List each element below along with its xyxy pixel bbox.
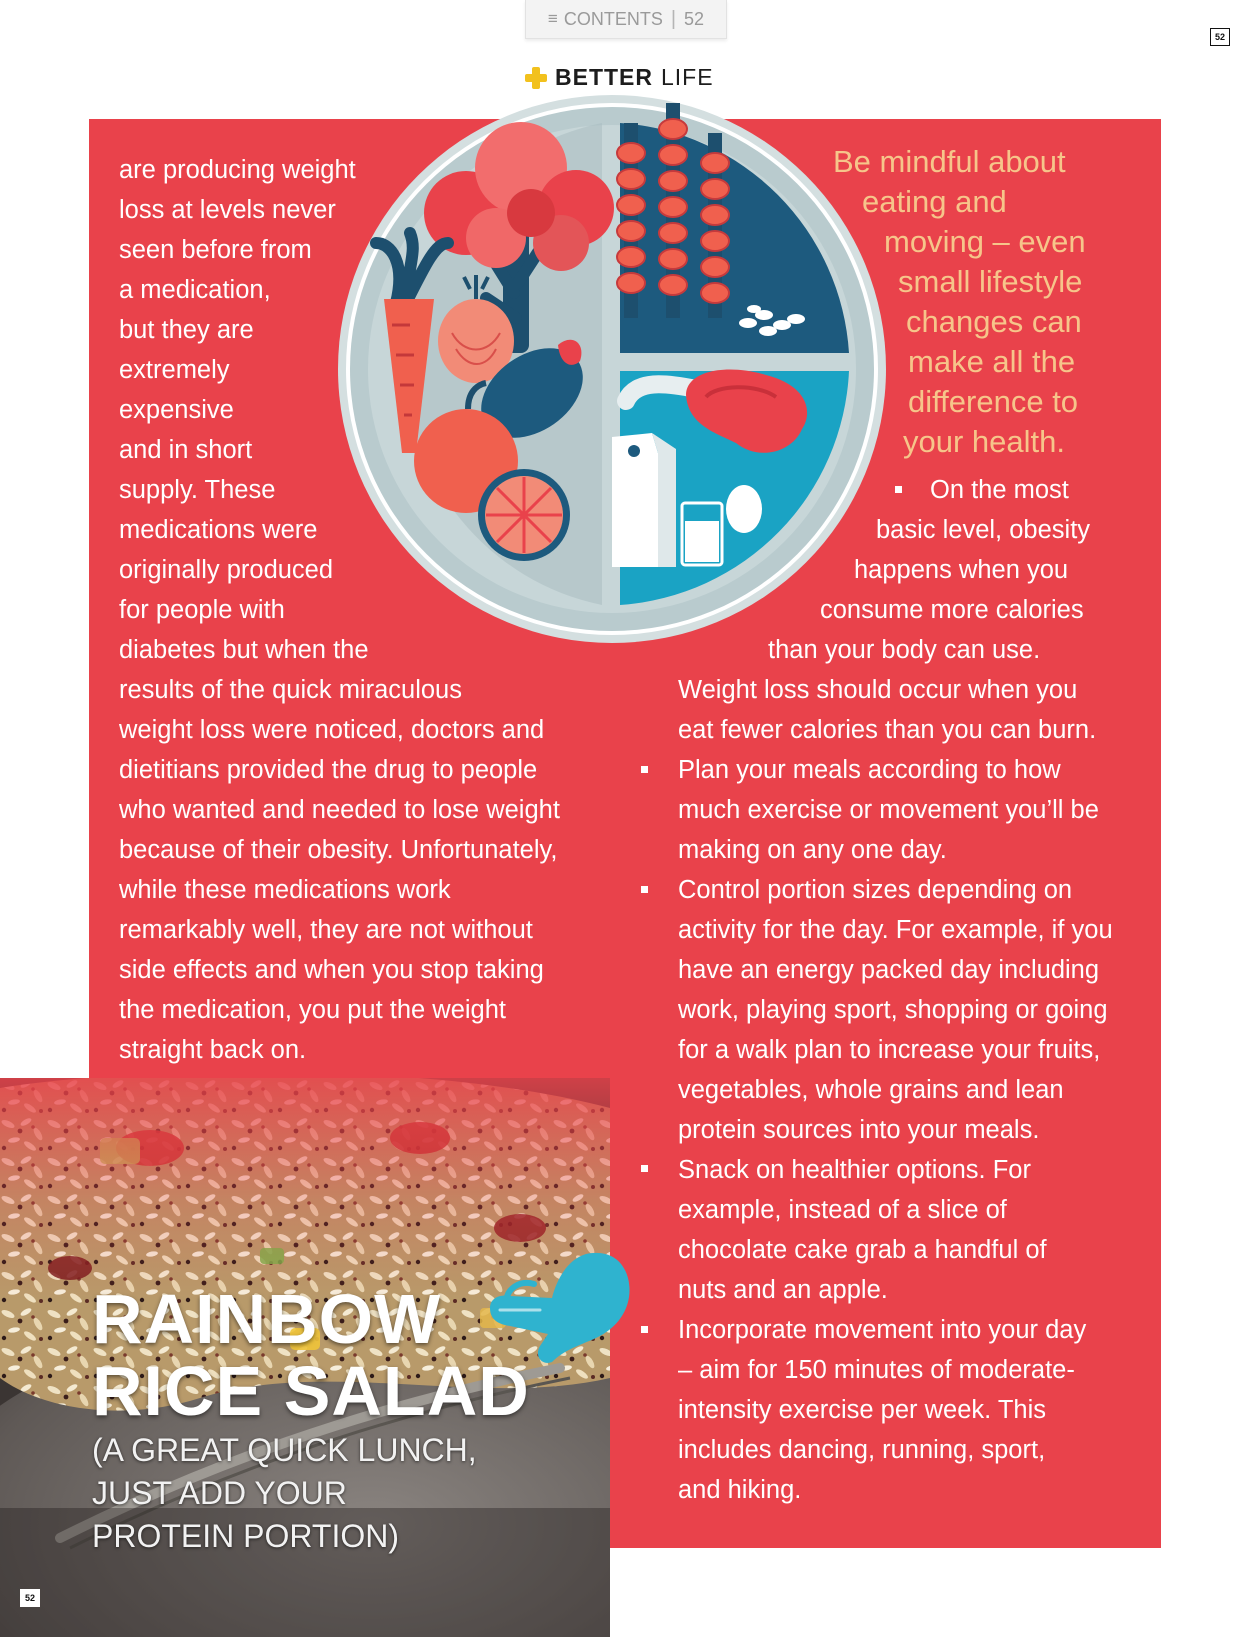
right-line: work, playing sport, shopping or going — [678, 996, 1108, 1024]
recipe-subtitle-line: JUST ADD YOUR — [92, 1475, 347, 1511]
recipe-subtitle-line: PROTEIN PORTION) — [92, 1518, 399, 1554]
right-line: than your body can use. — [768, 636, 1041, 664]
recipe-subtitle-line: (A GREAT QUICK LUNCH, — [92, 1432, 477, 1468]
left-line: weight loss were noticed, doctors and — [119, 716, 545, 744]
left-line: extremely — [119, 356, 230, 384]
recipe-title-line: RICE SALAD — [92, 1352, 530, 1430]
left-line: originally produced — [119, 556, 334, 584]
right-line: and hiking. — [678, 1476, 802, 1504]
right-line: chocolate cake grab a handful of — [678, 1236, 1047, 1264]
right-line: example, instead of a slice of — [678, 1196, 1007, 1224]
bullet-marker — [641, 1326, 648, 1333]
right-line: nuts and an apple. — [678, 1276, 888, 1304]
left-line: who wanted and needed to lose weight — [119, 796, 560, 824]
right-line: have an energy packed day including — [678, 956, 1100, 984]
pull-quote-line: changes can — [906, 304, 1082, 339]
right-line: Weight loss should occur when you — [678, 676, 1078, 704]
right-line: activity for the day. For example, if you — [678, 916, 1113, 944]
contents-tab[interactable] — [525, 0, 727, 39]
plus-cross-icon — [525, 67, 547, 89]
right-line: consume more calories — [820, 596, 1084, 624]
recipe-subtitle — [92, 1429, 477, 1558]
right-line: includes dancing, running, sport, — [678, 1436, 1046, 1464]
right-line: On the most — [930, 476, 1069, 504]
page-number-badge-bottom: 52 — [20, 1589, 40, 1607]
recipe-title — [92, 1280, 530, 1430]
pull-quote-line: make all the — [908, 344, 1076, 379]
right-line: making on any one day. — [678, 836, 947, 864]
recipe-title-line: RAINBOW — [92, 1280, 442, 1358]
left-line: seen before from — [119, 236, 312, 264]
right-line: – aim for 150 minutes of moderate- — [678, 1356, 1075, 1384]
pull-quote-line: eating and — [862, 184, 1007, 219]
left-line: and in short — [119, 436, 253, 464]
food-plate-illustration — [336, 93, 888, 645]
section-title-bold: BETTER — [555, 64, 653, 90]
bullet-marker — [641, 886, 648, 893]
right-line: intensity exercise per week. This — [678, 1396, 1047, 1424]
bullet-marker — [641, 766, 648, 773]
left-line: because of their obesity. Unfortunately, — [119, 836, 558, 864]
left-line: straight back on. — [119, 1036, 307, 1064]
right-line: for a walk plan to increase your fruits, — [678, 1036, 1101, 1064]
contents-page-number: 52 — [684, 8, 705, 29]
pull-quote-line: Be mindful about — [833, 144, 1066, 179]
section-title-light: LIFE — [661, 64, 714, 90]
right-line: basic level, obesity — [876, 516, 1091, 544]
right-line: Incorporate movement into your day — [678, 1316, 1087, 1344]
left-line: diabetes but when the — [119, 636, 369, 664]
bullet-marker — [895, 486, 902, 493]
section-header — [525, 64, 714, 91]
left-line: while these medications work — [119, 876, 451, 904]
left-line: a medication, — [119, 276, 271, 304]
right-line: Plan your meals according to how — [678, 756, 1061, 784]
pull-quote-line: moving – even — [884, 224, 1086, 259]
left-line: side effects and when you stop taking — [119, 956, 544, 984]
right-line: vegetables, whole grains and lean — [678, 1076, 1064, 1104]
right-line: protein sources into your meals. — [678, 1116, 1040, 1144]
page-number-badge-top: 52 — [1210, 28, 1230, 46]
left-line: expensive — [119, 396, 234, 424]
left-line: remarkably well, they are not without — [119, 916, 533, 944]
left-line: the medication, you put the weight — [119, 996, 506, 1024]
left-line: results of the quick miraculous — [119, 676, 462, 704]
right-line: Snack on healthier options. For — [678, 1156, 1031, 1184]
pull-quote-line: your health. — [903, 424, 1065, 459]
right-line: much exercise or movement you’ll be — [678, 796, 1099, 824]
left-line: for people with — [119, 596, 285, 624]
contents-label: CONTENTS — [563, 8, 663, 29]
left-line: but they are — [119, 316, 254, 344]
pull-quote-line: difference to — [908, 384, 1079, 419]
contents-separator: | — [670, 7, 677, 30]
right-line: eat fewer calories than you can burn. — [678, 716, 1097, 744]
menu-lines-icon: ≡ — [547, 9, 558, 28]
pull-quote-line: small lifestyle — [898, 264, 1083, 299]
bullet-marker — [641, 1165, 648, 1172]
left-line: loss at levels never — [119, 196, 336, 224]
pointing-hand-arrow-icon[interactable] — [470, 1244, 636, 1364]
left-line: medications were — [119, 516, 318, 544]
right-line: happens when you — [854, 556, 1069, 584]
left-line: are producing weight — [119, 156, 356, 184]
left-line: supply. These — [119, 476, 276, 504]
right-line: Control portion sizes depending on — [678, 876, 1073, 904]
left-line: dietitians provided the drug to people — [119, 756, 538, 784]
